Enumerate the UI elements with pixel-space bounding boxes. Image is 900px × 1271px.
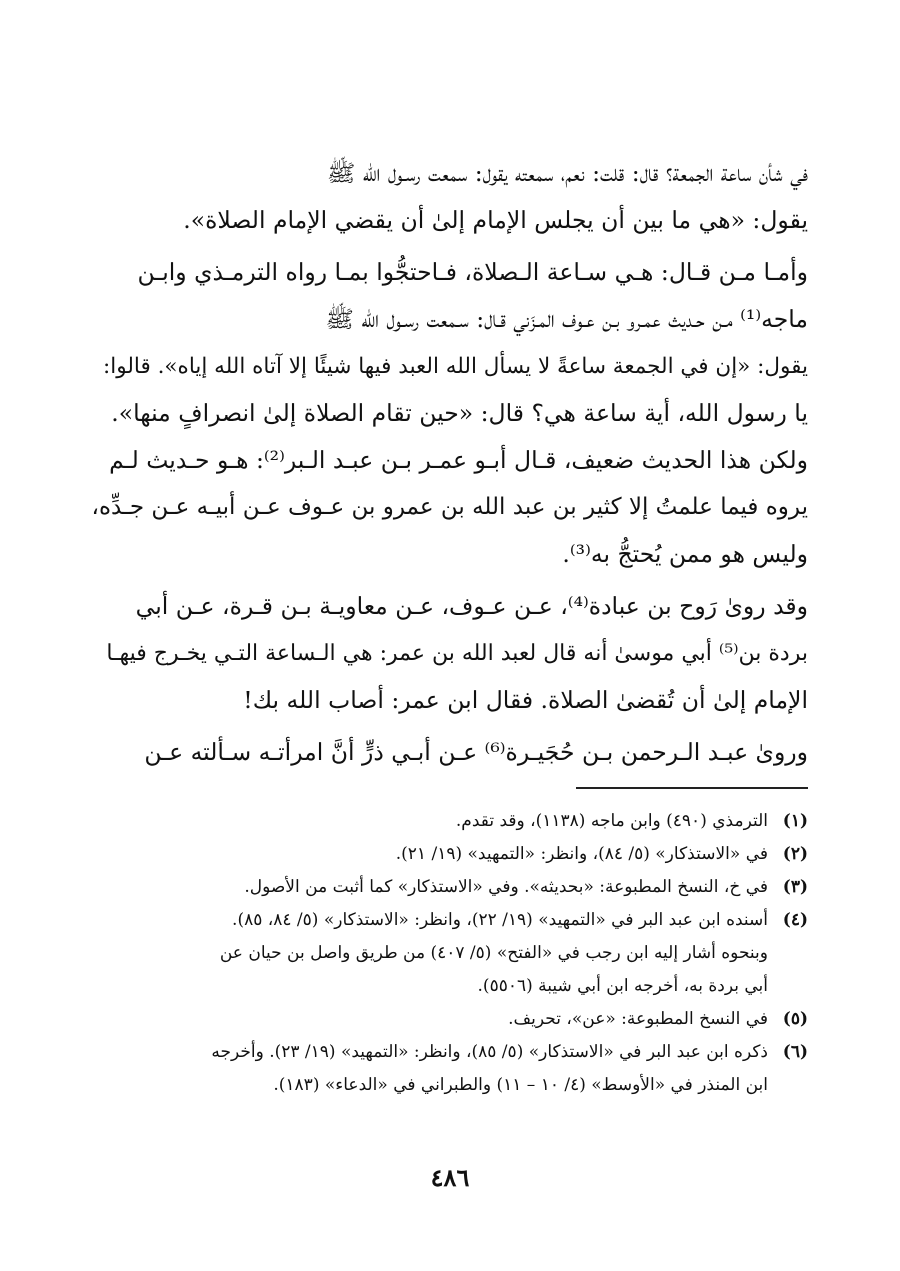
footnote-number: (٥) [782, 1009, 808, 1029]
footnote [92, 805, 808, 838]
text-line: الإمام إلىٰ أن تُقضىٰ الصلاة. فقال ابن عمر: أصاب الله بك! [243, 686, 808, 714]
footnote-number: (١) [782, 811, 808, 831]
footnote [92, 871, 808, 904]
text-line: وليس هو ممن يُحتجُّ به⁽³⁾. [562, 540, 808, 568]
footnote-number: (٦) [782, 1042, 808, 1062]
footnote-divider [576, 787, 808, 789]
text-line: ولكن هذا الحديث ضعيف، قـال أبـو عمـر بـن عبـد الـبر⁽²⁾: هـو حـديث لـم [109, 446, 808, 474]
footnote-line: في النسخ المطبوعة: «عن»، تحريف. [508, 1009, 768, 1029]
text-line: يروه فيما علمتُ إلا كثير بن عبد الله بن عمرو بن عـوف عـن أبيـه عـن جـدِّه، [92, 494, 808, 520]
footnote-line: أسنده ابن عبد البر في «التمهيد» (١٩/ ٢٢)، وانظر: «الاستذكار» (٥/ ٨٤، ٨٥). [232, 910, 768, 930]
text-line: وأمـا مـن قـال: هـي سـاعة الـصلاة، فـاحتجُّوا بمـا رواه الترمـذي وابـن [137, 258, 808, 286]
footnote-line: الترمذي (٤٩٠) وابن ماجه (١١٣٨)، وقد تقدم. [455, 811, 768, 831]
main-text-block [92, 150, 808, 776]
footnotes-block [92, 805, 808, 1102]
footnote [92, 1003, 808, 1036]
footnote-number: (٢) [782, 844, 808, 864]
footnote [92, 904, 808, 1003]
text-line: يا رسول الله، أية ساعة هي؟ قال: «حين تقام الصلاة إلىٰ انصرافٍ منها». [111, 399, 808, 427]
text-line: يقول: «إن في الجمعة ساعةً لا يسأل الله العبد فيها شيئًا إلا آتاه الله إياه». قالوا: [103, 354, 808, 379]
footnote-line: ذكره ابن عبد البر في «الاستذكار» (٥/ ٨٥)، وانظر: «التمهيد» (١٩/ ٢٣). وأخرجه [211, 1042, 768, 1062]
text-line: بردة بن⁽⁵⁾ أبي موسىٰ أنه قال لعبد الله بن عمر: هي الـساعة التـي يخـرج فيهـا [106, 641, 808, 666]
footnote [92, 838, 808, 871]
footnote-line: في «الاستذكار» (٥/ ٨٤)، وانظر: «التمهيد» (١٩/ ٢١). [395, 844, 768, 864]
footnote-line: أبي بردة به، أخرجه ابن أبي شيبة (٥٥٠٦). [477, 976, 768, 996]
text-line: ماجه⁽¹⁾ مـن حـديث عمـرو بـن عـوف المـزَني قـال: سـمعت رسـول الله ﷺ [325, 305, 808, 333]
footnote-line: وبنحوه أشار إليه ابن رجب في «الفتح» (٥/ ٤٠٧) من طريق واصل بن حيان عن [219, 943, 768, 963]
footnote-line: في خ، النسخ المطبوعة: «بحديثه». وفي «الاستذكار» كما أثبت من الأصول. [244, 877, 768, 897]
text-line: يقول: «هي ما بين أن يجلس الإمام إلىٰ أن يقضي الإمام الصلاة». [183, 206, 808, 234]
page-number: ٤٨٦ [430, 1163, 470, 1192]
text-line: في شأن ساعة الجمعة؟ قال: قلت: نعم، سمعته يقول: سمعت رسـول الله ﷺ [326, 159, 808, 187]
footnote [92, 1036, 808, 1102]
footnote-line: ابن المنذر في «الأوسط» (٤/ ١٠ – ١١) والطبراني في «الدعاء» (١٨٣). [273, 1075, 768, 1095]
footnote-number: (٣) [782, 877, 808, 897]
text-line: وقد روىٰ رَوح بن عبادة⁽⁴⁾، عـن عـوف، عـن معاويـة بـن قـرة، عـن أبي [135, 592, 808, 620]
text-line: وروىٰ عبـد الـرحمن بـن حُجَيـرة⁽⁶⁾ عـن أبـي ذرٍّ أنَّ امرأتـه سـألته عـن [144, 738, 808, 766]
footnote-number: (٤) [782, 910, 808, 930]
